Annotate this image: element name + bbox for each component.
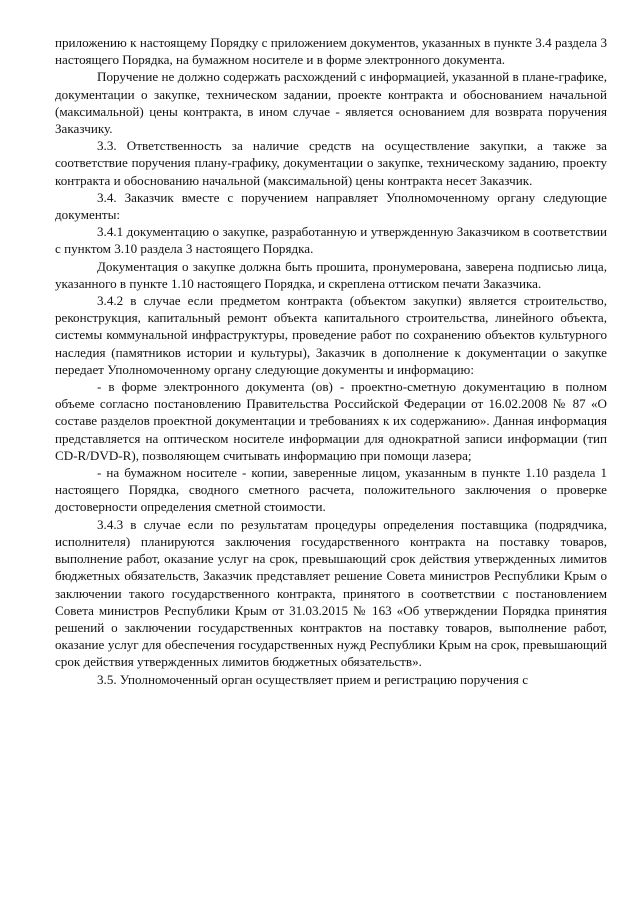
paragraph-electronic-form: - в форме электронного документа (ов) - проектно-сметную документацию в полном объеме согласно постановлению Правительства Российской Федерации от 16.02.2008 № 87 «О составе разделов проектной документации и требованиях к их содержанию». Данная информация представляется на оптическом носителе информации для однократной записи информации (тип CD-R/DVD-R), позволяющем считывать информацию при помощи лазера; bbox=[55, 379, 607, 463]
document-body bbox=[55, 34, 607, 688]
paragraph-3-4-2: 3.4.2 в случае если предметом контракта (объектом закупки) является строительство, реконструкция, капитальный ремонт объекта капитального строительства, линейного объекта, системы коммунальной инфраструктуры, проведение работ по сохранению объектов культурного наследия (памятников истории и культуры), Заказчик в дополнение к документации о закупке передает Уполномоченному органу следующие документы и информацию: bbox=[55, 293, 607, 377]
paragraph-paper-form: - на бумажном носителе - копии, заверенные лицом, указанным в пункте 1.10 раздела 1 настоящего Порядка, сводного сметного расчета, положительного заключения о проверке достоверности определения сметной стоимости. bbox=[55, 465, 607, 515]
paragraph-continuation: приложению к настоящему Порядку с приложением документов, указанных в пункте 3.4 раздела 3 настоящего Порядка, на бумажном носителе и в форме электронного документа. bbox=[55, 35, 607, 68]
paragraph-documentation-binding: Документация о закупке должна быть прошита, пронумерована, заверена подписью лица, указанного в пункте 1.10 настоящего Порядка, и скреплена оттиском печати Заказчика. bbox=[55, 258, 607, 291]
paragraph-3-4: 3.4. Заказчик вместе с поручением направляет Уполномоченному органу следующие документы: bbox=[55, 189, 607, 223]
paragraph-3-4-1: 3.4.1 документацию о закупке, разработанную и утвержденную Заказчиком в соответствии с пунктом 3.10 раздела 3 настоящего Порядка. bbox=[55, 224, 607, 257]
paragraph-3-5: 3.5. Уполномоченный орган осуществляет прием и регистрацию поручения с bbox=[97, 671, 529, 687]
paragraph-3-3: 3.3. Ответственность за наличие средств на осуществление закупки, а также за соответствие поручения плану-графику, документации о закупке, техническому заданию, проекту контракта и обоснованию начальной (максимальной) цены контракта несет Заказчик. bbox=[55, 138, 607, 188]
paragraph-3-4-3: 3.4.3 в случае если по результатам процедуры определения поставщика (подрядчика, исполнителя) планируются заключения государственного контракта на поставку товаров, выполнение работ, оказание услуг на срок, превышающий срок действия утвержденных лимитов бюджетных обязательств, Заказчик представляет решение Совета министров Республики Крым о заключении такого государственного контракта, принятого в соответствии с постановлением Совета министров Республики Крым от 31.03.2015 № 163 «Об утверждении Порядка принятия решений о заключении государственных контрактов на поставку товаров, выполнение работ, оказание услуг для обеспечения государственных нужд Республики Крым на срок, превышающий срок действия утвержденных лимитов бюджетных обязательств». bbox=[55, 516, 607, 670]
paragraph-order-requirements: Поручение не должно содержать расхождений с информацией, указанной в плане-графике, документации о закупке, техническом задании, проекте контракта и обоснованием начальной (максимальной) цены контракта, в ином случае - является основанием для возврата поручения Заказчику. bbox=[55, 69, 607, 137]
